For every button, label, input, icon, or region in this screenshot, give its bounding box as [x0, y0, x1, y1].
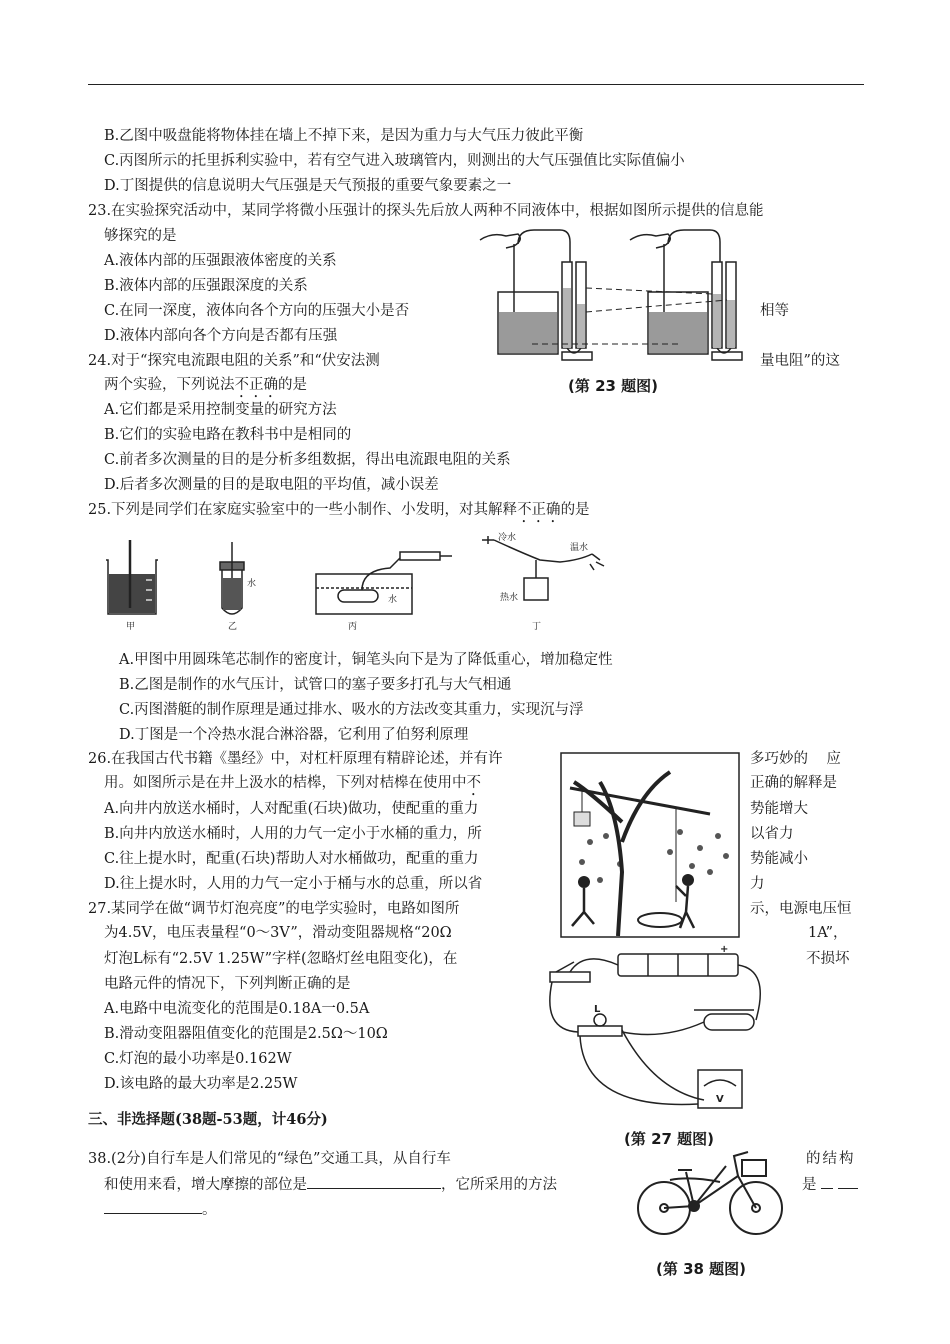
q25-option-b: B.乙图是制作的水气压计，试管口的塞子要多打孔与大气相通	[119, 677, 512, 693]
q38-bicycle-figure	[630, 1146, 790, 1242]
q23-stem-cont: 够探究的是	[104, 228, 177, 244]
q23-figure	[470, 222, 750, 367]
q27-option-d: D.该电路的最大功率是2.25W	[104, 1076, 298, 1092]
q27-label-plus: +	[720, 944, 729, 955]
q27-caption: (第 27 题图)	[624, 1130, 715, 1148]
q25-hot-water: 热水	[500, 593, 519, 603]
q27-stem-4: 电路元件的情况下，下列判断正确的是	[104, 976, 351, 992]
q23-option-d: D.液体内部向各个方向是否都有压强	[104, 328, 338, 344]
q26-option-d: D.往上提水时，人用的力气一定小于桶与水的总重，所以省	[104, 876, 483, 892]
q25-label-ding: 丁	[532, 622, 542, 632]
q27-switch	[550, 972, 590, 982]
q23-liquid-left	[499, 312, 557, 353]
q26-stem-cont-end: 正确的解释是	[750, 775, 837, 791]
q26-stem-cont: 用。如图所示是在井上汲水的桔槔，下列对桔槔在使用中不	[104, 775, 481, 791]
section-3-heading: 三、非选择题(38题-53题，计46分)	[88, 1111, 328, 1128]
q27-option-b: B.滑动变阻器阻值变化的范围是2.5Ω～10Ω	[104, 1026, 388, 1042]
q23-option-c: C.在同一深度，液体向各个方向的压强大小是否	[104, 303, 410, 319]
q27-stem-2: 为4.5V，电压表量程“0～3V”，滑动变阻器规格“20Ω	[104, 925, 452, 941]
q24-option-b: B.它们的实验电路在教科书中是相同的	[104, 427, 352, 443]
q27-stem-end: 示，电源电压恒	[750, 901, 852, 917]
q26-stem: 26.在我国古代书籍《墨经》中，对杠杆原理有精辟论述，并有许	[88, 751, 503, 767]
q25-label-bing: 丙	[348, 622, 358, 632]
q38-stem-end: 的结构	[806, 1151, 856, 1167]
q26-option-b: B.向井内放送水桶时，人用的力气一定小于水桶的重力，所	[104, 826, 482, 842]
q25-figure	[100, 530, 620, 635]
q22-option-c: C.丙图所示的托里拆利实验中，若有空气进入玻璃管内，则测出的大气压强值比实际值偏小	[104, 153, 685, 169]
q26-option-a-end: 势能增大	[750, 801, 808, 817]
q27-option-c: C.灯泡的最小功率是0.162W	[104, 1051, 292, 1067]
q25-emphasis: 不正确	[517, 502, 561, 518]
q38-blank-method-b	[838, 1174, 858, 1189]
q24-option-c: C.前者多次测量的目的是分析多组数据，得出电流跟电阻的关系	[104, 452, 511, 468]
q27-stem-3: 灯泡L标有“2.5V 1.25W”字样(忽略灯丝电阻变化)，在	[104, 951, 458, 967]
q25-stem: 25.下列是同学们在家庭实验室中的一些小制作、小发明，对其解释不正确的是	[88, 502, 590, 518]
q24-emphasis: 不正确	[234, 377, 278, 393]
q24-option-d: D.后者多次测量的目的是取电阻的平均值，减小误差	[104, 477, 439, 493]
q24-stem-end: 量电阻”的这	[760, 353, 840, 369]
q25-fig-jia	[106, 540, 158, 614]
q23-option-a: A.液体内部的压强跟液体密度的关系	[104, 253, 337, 269]
q25-warm-water: 温水	[570, 543, 589, 553]
q26-well-sweep-figure	[560, 752, 740, 938]
q25-fig-bing	[316, 552, 452, 614]
q27-stem-2-end: 1A”，	[808, 925, 848, 941]
q27-label-V: V	[716, 1094, 724, 1105]
q24-option-a: A.它们都是采用控制变量的研究方法	[104, 402, 337, 418]
q38-stem-2-end: 是	[802, 1174, 858, 1195]
q26-option-b-end: 以省力	[750, 826, 794, 842]
q27-stem-3-end: 不损坏	[806, 951, 850, 967]
q26-option-c-end: 势能减小	[750, 851, 808, 867]
q27-lamp	[578, 1026, 622, 1036]
q23-option-b: B.液体内部的压强跟深度的关系	[104, 278, 308, 294]
q38-blank-method[interactable]	[104, 1199, 202, 1214]
q24-stem: 24.对于“探究电流跟电阻的关系”和“伏安法测	[88, 353, 380, 369]
q25-label-yi: 乙	[228, 622, 238, 632]
q23-liquid-right	[649, 312, 707, 353]
q38-stem-3: 。	[104, 1199, 217, 1220]
q38-caption: (第 38 题图)	[656, 1260, 747, 1278]
q26-stem-end: 多巧妙的 应	[750, 751, 841, 767]
q23-option-c-end: 相等	[760, 303, 789, 319]
q23-stem: 23.在实验探究活动中，某同学将微小压强计的探头先后放人两种不同液体中，根据如图所示提供的信息能	[88, 203, 764, 219]
q26-option-a: A.向井内放送水桶时，人对配重(石块)做功，使配重的重力	[104, 801, 479, 817]
q38-stem: 38.(2分)自行车是人们常见的“绿色”交通工具，从自行车	[88, 1151, 451, 1167]
q24-stem-cont: 两个实验，下列说法不正确的是	[104, 377, 307, 393]
q22-option-b: B.乙图中吸盘能将物体挂在墙上不掉下来，是因为重力与大气压力彼此平衡	[104, 128, 584, 144]
q27-option-a: A.电路中电流变化的范围是0.18A一0.5A	[104, 1001, 370, 1017]
q22-option-d: D.丁图提供的信息说明大气压强是天气预报的重要气象要素之一	[104, 178, 512, 194]
q38-stem-2: 和使用来看，增大摩擦的部位是 ，它所采用的方法	[104, 1174, 557, 1195]
q26-emphasis: 不	[466, 775, 481, 791]
q25-option-a: A.甲图中用圆珠笔芯制作的密度计，铜笔头向下是为了降低重心，增加稳定性	[119, 652, 613, 668]
q23-caption: (第 23 题图)	[568, 377, 659, 395]
q25-water-bing: 水	[388, 595, 398, 605]
q38-blank-part[interactable]	[307, 1174, 441, 1189]
q25-fig-yi	[220, 542, 244, 614]
q26-option-c: C.往上提水时，配重(石块)帮助人对水桶做功，配重的重力	[104, 851, 479, 867]
q27-stem: 27.某同学在做“调节灯泡亮度”的电学实验时，电路如图所	[88, 901, 460, 917]
header-rule	[88, 84, 864, 85]
q38-blank-method-a	[821, 1174, 833, 1189]
q25-label-jia: 甲	[126, 622, 136, 632]
q25-option-d: D.丁图是一个冷热水混合淋浴器，它利用了伯努利原理	[119, 727, 469, 743]
q25-water-yi: 水	[247, 579, 257, 589]
q27-label-L: L	[594, 1004, 601, 1015]
q27-circuit-figure	[544, 940, 764, 1122]
q25-cold-water: 冷水	[498, 533, 517, 543]
q27-rheostat	[704, 1014, 754, 1030]
q26-option-d-end: 力	[750, 876, 765, 892]
q25-option-c: C.丙图潜艇的制作原理是通过排水、吸水的方法改变其重力，实现沉与浮	[119, 702, 584, 718]
